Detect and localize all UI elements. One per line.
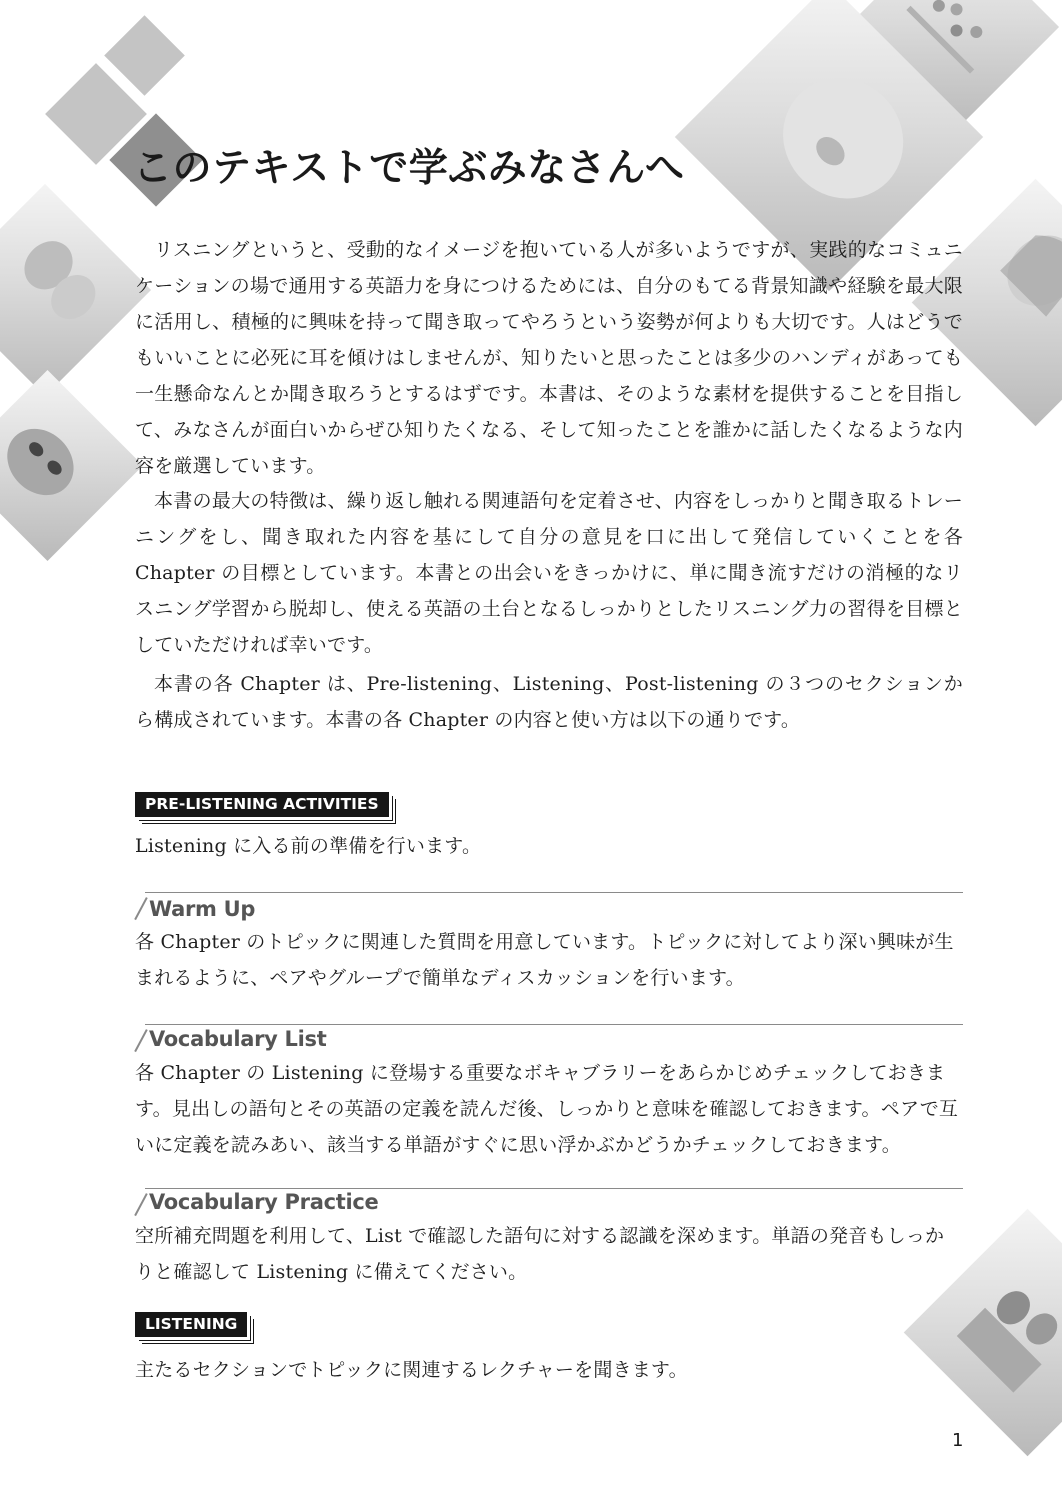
subsection-text: 空所補充問題を利用して、List で確認した語句に対する認識を深めます。単語の発音もしっかりと確認して Listening に備えてください。 — [135, 1225, 945, 1283]
subsection-heading-vocabulary-practice: Vocabulary Practice — [149, 1190, 379, 1214]
section-badge-listening: LISTENING — [135, 1312, 247, 1337]
divider — [145, 892, 963, 893]
page-title: このテキストで学ぶみなさんへ — [133, 146, 685, 191]
subsection-heading-warm-up: Warm Up — [149, 897, 256, 921]
subsection-heading-vocabulary-list: Vocabulary List — [149, 1027, 327, 1051]
heading-slash-icon — [134, 1029, 147, 1052]
section-description: 主たるセクションでトピックに関連するレクチャーを聞きます。 — [135, 1359, 688, 1381]
intro-paragraph: 本書の最大の特徴は、繰り返し触れる関連語句を定着させ、内容をしっかりと聞き取るトレーニングをし、聞き取れた内容を基にして自分の意見を口に出して発信していくことを各 Chapter の目標としています。本書との出会いをきっかけに、単に聞き流すだけの消極的なリスニング学習から脱却し、使える英語の土台となるしっかりとしたリスニング力の習得を目標としていただければ幸いです。 — [135, 490, 963, 656]
photo-diamond-couple-image — [0, 184, 151, 396]
photo-diamond-raccoon-image — [0, 370, 143, 561]
intro-paragraph: 本書の各 Chapter は、Pre-listening、Listening、Post-listening の３つのセクションから構成されています。本書の各 Chapter の内容と使い方は以下の通りです。 — [135, 673, 963, 731]
page-number: 1 — [952, 1430, 964, 1451]
divider — [145, 1188, 963, 1189]
divider — [145, 1024, 963, 1025]
heading-slash-icon — [134, 1193, 147, 1216]
heading-slash-icon — [134, 897, 147, 920]
intro-paragraph: リスニングというと、受動的なイメージを抱いている人が多いようですが、実践的なコミュニケーションの場で通用する英語力を身につけるためには、自分のもてる背景知識や経験を最大限に活用し、積極的に興味を持って聞き取ってやろうという姿勢が何よりも大切です。人はどうでもいいことに必死に耳を傾けはしませんが、知りたいと思ったことは多少のハンディがあっても一生懸命なんとか聞き取ろうとするはずです。本書は、そのような素材を提供することを目指して、みなさんが面白いからぜひ知りたくなる、そして知ったことを誰かに話したくなるような内容を厳選しています。 — [135, 239, 963, 477]
subsection-text: 各 Chapter のトピックに関連した質問を用意しています。トピックに対してより深い興味が生まれるように、ペアやグループで簡単なディスカッションを行います。 — [135, 931, 954, 989]
section-badge-pre-listening: PRE-LISTENING ACTIVITIES — [135, 792, 389, 817]
subsection-text: 各 Chapter の Listening に登場する重要なボキャブラリーをあらかじめチェックしておきます。見出しの語句とその英語の定義を読んだ後、しっかりと意味を確認しておきます。ペアで互いに定義を読みあい、該当する単語がすぐに思い浮かぶかどうかチェックしておきます。 — [135, 1062, 959, 1156]
section-description: Listening に入る前の準備を行います。 — [135, 835, 482, 857]
